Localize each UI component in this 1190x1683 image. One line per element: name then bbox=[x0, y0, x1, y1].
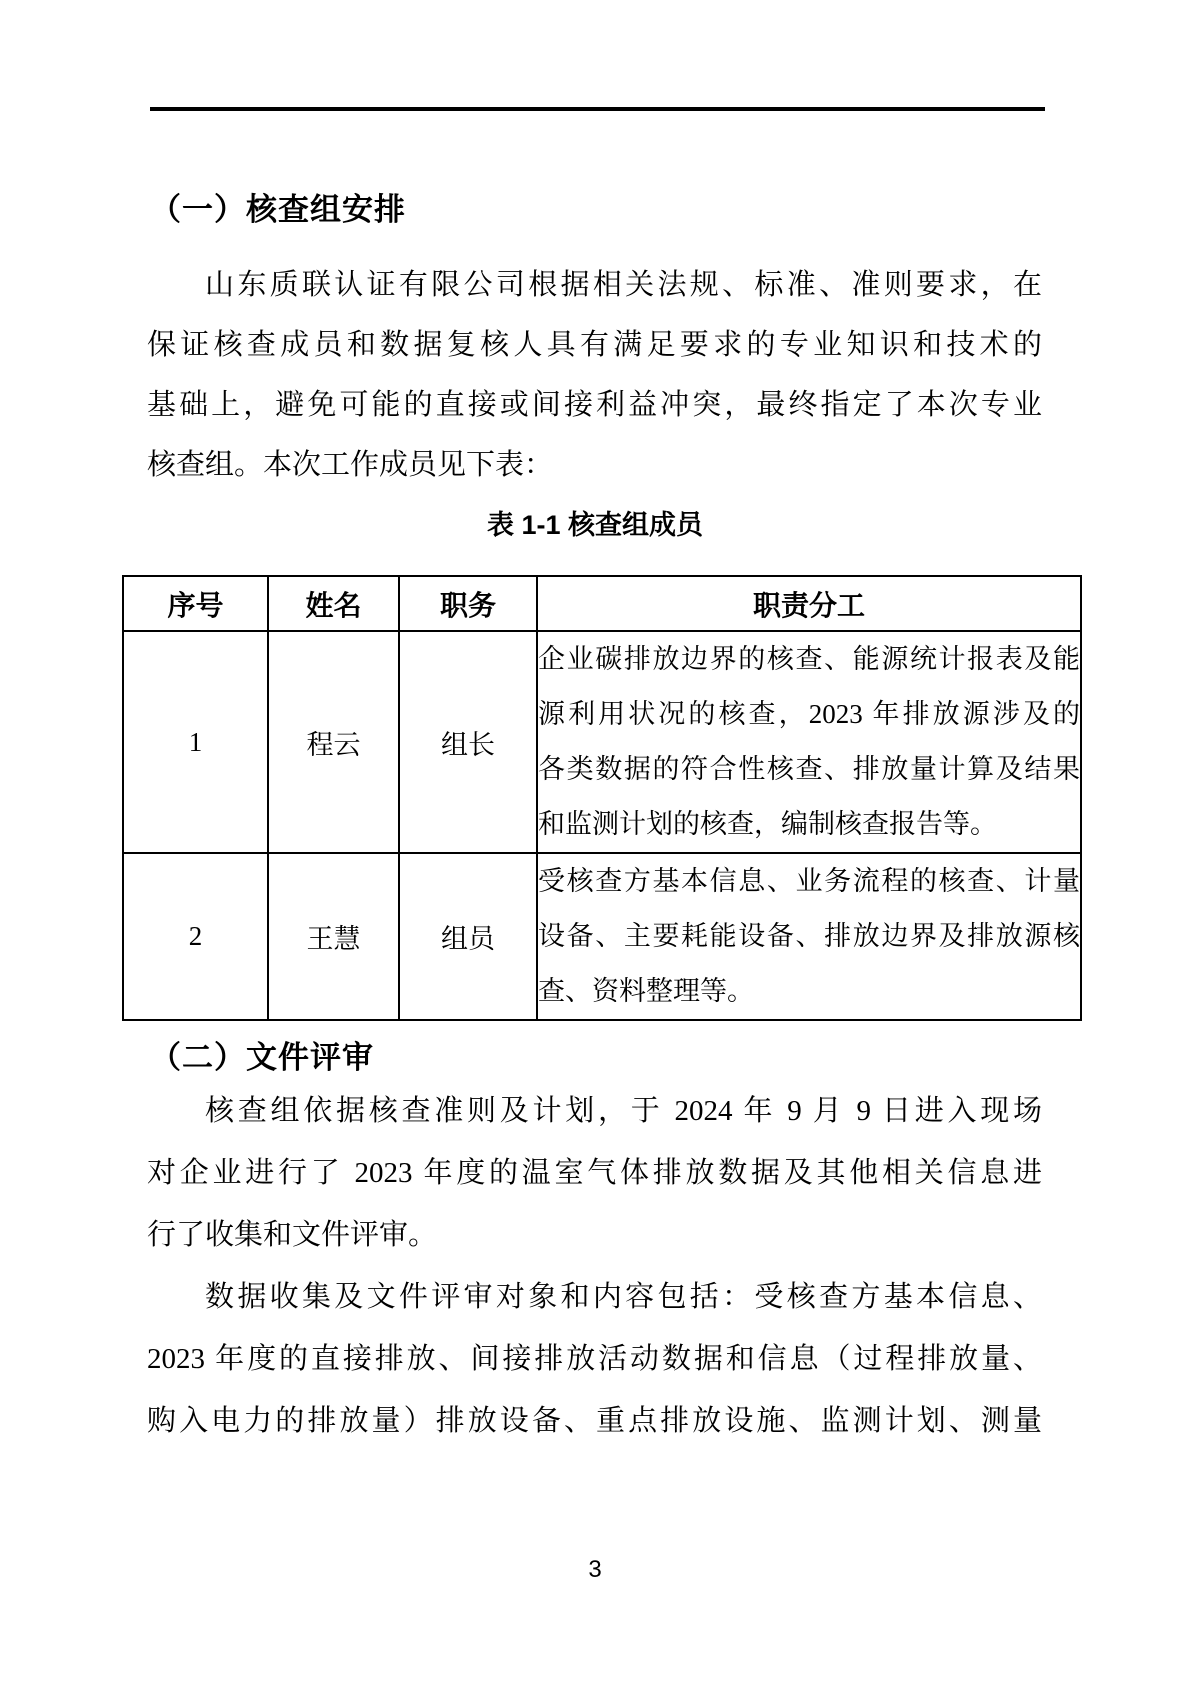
duty-line: 源利用状况的核查，2023 年排放源涉及的 bbox=[538, 699, 1080, 729]
col-header-name: 姓名 bbox=[268, 576, 399, 631]
paragraph-line: 对企业进行了 2023 年度的温室气体排放数据及其他相关信息进 bbox=[147, 1157, 1042, 1189]
duty-line: 设备、主要耗能设备、排放边界及排放源核 bbox=[538, 921, 1080, 951]
paragraph-line: 购入电力的排放量）排放设备、重点排放设施、监测计划、测量 bbox=[147, 1405, 1042, 1437]
team-table bbox=[122, 575, 1082, 1021]
col-header-duty: 职责分工 bbox=[537, 576, 1081, 631]
table-row bbox=[123, 853, 1081, 1020]
paragraph-line: 核查组。本次工作成员见下表： bbox=[147, 449, 554, 481]
cell-role: 组长 bbox=[399, 631, 537, 853]
cell-index: 1 bbox=[123, 631, 268, 853]
paragraph-line: 基础上，避免可能的直接或间接利益冲突，最终指定了本次专业 bbox=[147, 389, 1042, 421]
table-row bbox=[123, 631, 1081, 853]
section-heading-2: （二）文件评审 bbox=[150, 1040, 374, 1075]
paragraph-line: 保证核查成员和数据复核人具有满足要求的专业知识和技术的 bbox=[147, 329, 1042, 361]
col-header-role: 职务 bbox=[399, 576, 537, 631]
paragraph-line: 2023 年度的直接排放、间接排放活动数据和信息（过程排放量、 bbox=[147, 1343, 1042, 1375]
cell-name: 王慧 bbox=[268, 853, 399, 1020]
cell-duty bbox=[537, 853, 1081, 1020]
section-heading-1: （一）核查组安排 bbox=[150, 192, 406, 227]
duty-line: 查、资料整理等。 bbox=[538, 976, 754, 1006]
paragraph-line: 核查组依据核查准则及计划，于 2024 年 9 月 9 日进入现场 bbox=[205, 1095, 1042, 1127]
cell-role: 组员 bbox=[399, 853, 537, 1020]
header-divider bbox=[150, 107, 1045, 111]
paragraph-line: 数据收集及文件评审对象和内容包括：受核查方基本信息、 bbox=[205, 1281, 1042, 1313]
duty-line: 和监测计划的核查，编制核查报告等。 bbox=[538, 809, 997, 839]
cell-duty bbox=[537, 631, 1081, 853]
cell-name: 程云 bbox=[268, 631, 399, 853]
table-header-row bbox=[123, 576, 1081, 631]
paragraph-2 bbox=[147, 1080, 1042, 1266]
paragraph-3 bbox=[147, 1266, 1042, 1452]
table-caption: 表 1-1 核查组成员 bbox=[486, 510, 704, 540]
duty-line: 各类数据的符合性核查、排放量计算及结果 bbox=[538, 754, 1080, 784]
page-number: 3 bbox=[588, 1556, 602, 1583]
paragraph-1 bbox=[147, 255, 1042, 495]
col-header-index: 序号 bbox=[123, 576, 268, 631]
paragraph-line: 行了收集和文件评审。 bbox=[147, 1219, 438, 1251]
cell-index: 2 bbox=[123, 853, 268, 1020]
paragraph-line: 山东质联认证有限公司根据相关法规、标准、准则要求，在 bbox=[205, 269, 1042, 301]
duty-line: 受核查方基本信息、业务流程的核查、计量 bbox=[538, 866, 1080, 896]
duty-line: 企业碳排放边界的核查、能源统计报表及能 bbox=[538, 644, 1080, 674]
